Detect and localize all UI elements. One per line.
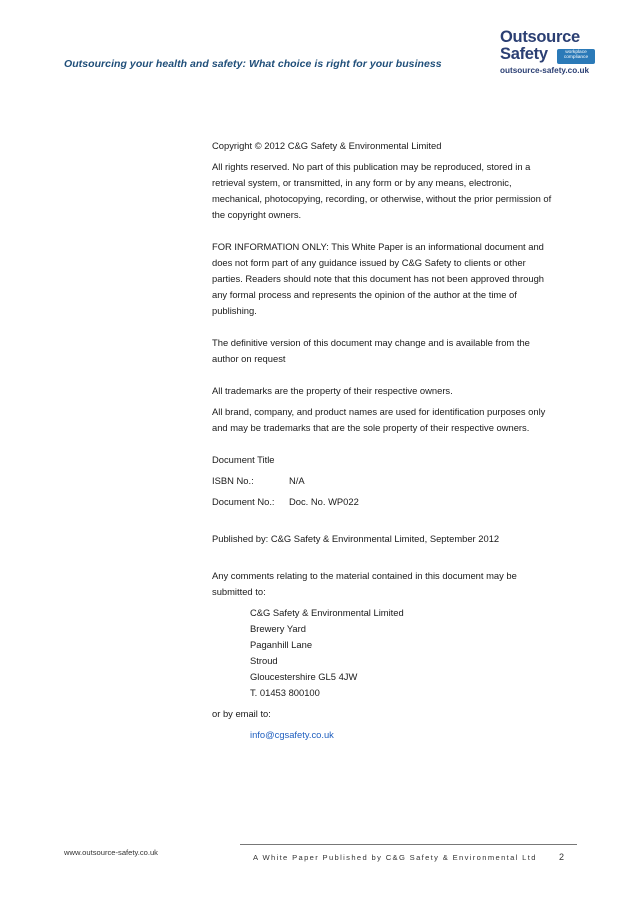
copyright-page-content <box>212 138 557 743</box>
isbn-row <box>212 473 557 489</box>
logo-tag: workplace compliance <box>557 49 595 64</box>
footer-divider <box>240 844 577 845</box>
footer-website: www.outsource-safety.co.uk <box>64 848 158 857</box>
phone-line: T. 01453 800100 <box>250 687 320 698</box>
address-line: Brewery Yard <box>250 623 306 634</box>
address-line: Gloucestershire GL5 4JW <box>250 671 358 682</box>
footer-publisher: A White Paper Published by C&G Safety & Environmental Ltd <box>253 853 537 862</box>
published-by-line: Published by: C&G Safety & Environmental Limited, September 2012 <box>212 533 500 544</box>
outsource-safety-logo <box>500 28 595 78</box>
address-line: Paganhill Lane <box>250 639 313 650</box>
isbn-value: N/A <box>289 475 305 486</box>
copyright-line: Copyright © 2012 C&G Safety & Environmental Limited <box>212 140 442 151</box>
postal-address <box>212 605 557 701</box>
document-number-value: Doc. No. WP022 <box>289 496 359 507</box>
email-intro: or by email to: <box>212 708 271 719</box>
header-title: Outsourcing your health and safety: What choice is right for your business <box>64 58 442 70</box>
comments-paragraph: Any comments relating to the material contained in this document may be submitted to: <box>212 570 517 597</box>
rights-paragraph: All rights reserved. No part of this publication may be reproduced, stored in a retrieval system, or transmitted, in any form or by any means, electronic, mechanical, photocopying, recording, or otherwise, without the prior permission of the copyright owners. <box>212 161 552 220</box>
page-number: 2 <box>559 852 565 862</box>
logo-line2: Safety <box>500 45 548 63</box>
document-number-label: Document No.: <box>212 496 275 507</box>
email-link[interactable]: info@cgsafety.co.uk <box>250 729 334 740</box>
document-number-row <box>212 494 557 510</box>
logo-line1: Outsource <box>500 28 580 46</box>
definitive-version-paragraph: The definitive version of this document may change and is available from the author on request <box>212 337 530 364</box>
logo-url: outsource-safety.co.uk <box>500 66 590 75</box>
information-paragraph: FOR INFORMATION ONLY: This White Paper is an informational document and does not form part of any guidance issued by C&G Safety to clients or other parties. Readers should note that this document has not been approved through any formal process and represents the opinion of the author at the time of publishing. <box>212 241 544 316</box>
trademarks-line: All trademarks are the property of their respective owners. <box>212 385 453 396</box>
address-line: C&G Safety & Environmental Limited <box>250 607 404 618</box>
brand-names-paragraph: All brand, company, and product names are used for identification purposes only and may be trademarks that are the sole property of their respective owners. <box>212 406 546 433</box>
address-line: Stroud <box>250 655 278 666</box>
isbn-label: ISBN No.: <box>212 475 254 486</box>
document-title: Document Title <box>212 454 275 465</box>
